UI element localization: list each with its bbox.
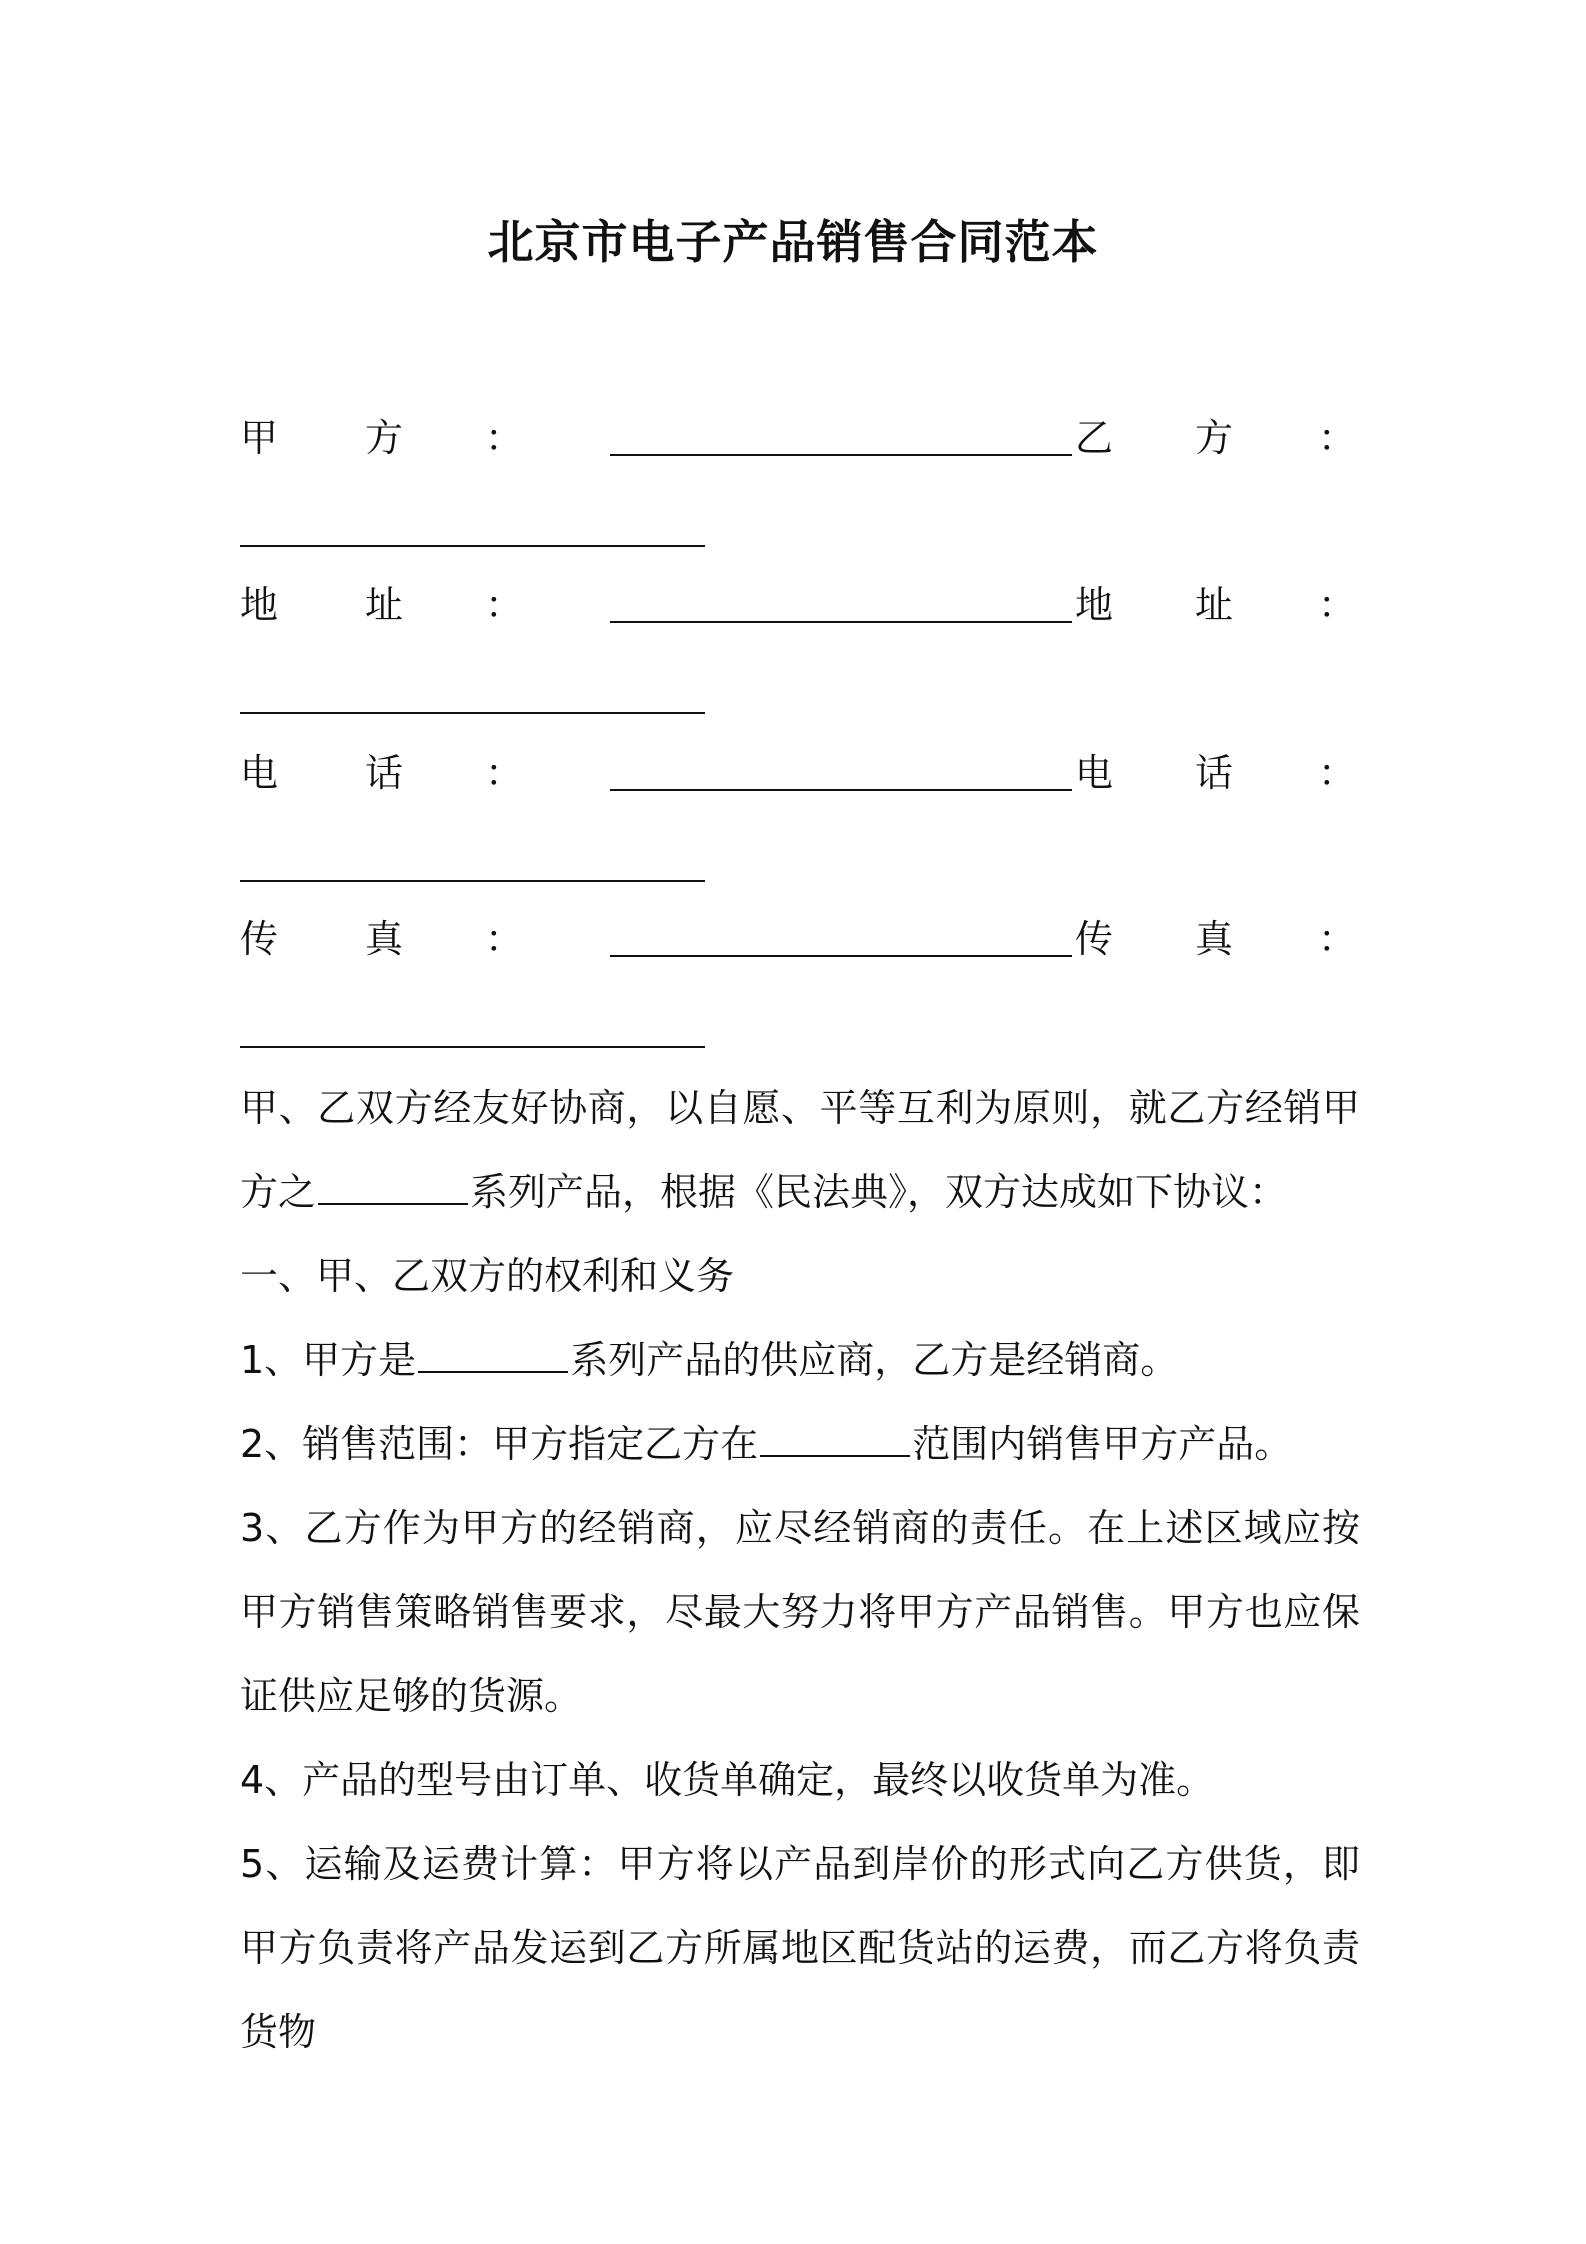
fill-blank-inline xyxy=(760,1417,910,1457)
clause-4: 4、产品的型号由订单、收货单确定，最终以收货单为准。 xyxy=(240,1758,1215,1802)
clause-text: 1、甲方是 xyxy=(240,1338,417,1382)
label-char: 乙 xyxy=(1075,416,1114,460)
label-colon: ： xyxy=(485,751,524,795)
fill-blank-line xyxy=(240,880,705,882)
document-title: 北京市电子产品销售合同范本 xyxy=(487,215,1099,269)
label-colon: ： xyxy=(485,416,524,460)
fill-blank-inline xyxy=(418,1333,568,1373)
label-char: 地 xyxy=(240,583,279,627)
label-colon: ： xyxy=(485,583,524,627)
label-colon: ： xyxy=(1318,917,1357,961)
fill-blank-line xyxy=(610,955,1072,957)
label-colon: ： xyxy=(1318,751,1357,795)
intro-paragraph xyxy=(240,1066,1360,1234)
clause-2 xyxy=(240,1402,1360,1486)
label-colon: ： xyxy=(485,917,524,961)
label-char: 方 xyxy=(365,416,404,460)
fill-blank-line xyxy=(240,1046,705,1048)
clause-text: 范围内销售甲方产品。 xyxy=(912,1422,1293,1466)
intro-text: 系列产品，根据《民法典》，双方达成如下协议： xyxy=(470,1170,1288,1214)
label-char: 话 xyxy=(365,751,404,795)
fill-blank-line xyxy=(240,712,705,714)
label-char: 传 xyxy=(240,917,279,961)
fill-blank-line xyxy=(240,545,705,547)
fill-blank-inline xyxy=(318,1165,468,1205)
fill-blank-line xyxy=(610,789,1072,791)
clause-1 xyxy=(240,1318,1360,1402)
label-char: 话 xyxy=(1195,751,1234,795)
label-char: 电 xyxy=(240,751,279,795)
label-char: 址 xyxy=(365,583,404,627)
clause-5: 5、运输及运费计算：甲方将以产品到岸价的形式向乙方供货，即甲方负责将产品发运到乙方所属地区配货站的运费，而乙方将负责货物 xyxy=(240,1842,1360,2054)
label-char: 真 xyxy=(1195,917,1234,961)
label-char: 真 xyxy=(365,917,404,961)
fill-blank-line xyxy=(610,454,1072,456)
label-char: 址 xyxy=(1195,583,1234,627)
label-colon: ： xyxy=(1318,416,1357,460)
label-char: 地 xyxy=(1075,583,1114,627)
label-char: 方 xyxy=(1195,416,1234,460)
intro-text: 甲、乙双方经友好协商，以自愿、平等互利为原则，就乙方经销甲方之 xyxy=(240,1086,1360,1214)
label-char: 电 xyxy=(1075,751,1114,795)
clause-text: 系列产品的供应商，乙方是经销商。 xyxy=(570,1338,1179,1382)
fill-blank-line xyxy=(610,621,1072,623)
label-char: 传 xyxy=(1075,917,1114,961)
label-char: 甲 xyxy=(240,416,279,460)
label-colon: ： xyxy=(1318,583,1357,627)
section-heading: 一、甲、乙双方的权利和义务 xyxy=(240,1254,735,1298)
clause-text: 2、销售范围：甲方指定乙方在 xyxy=(240,1422,759,1466)
clause-3: 3、乙方作为甲方的经销商，应尽经销商的责任。在上述区域应按甲方销售策略销售要求，尽最大努力将甲方产品销售。甲方也应保证供应足够的货源。 xyxy=(240,1506,1360,1718)
